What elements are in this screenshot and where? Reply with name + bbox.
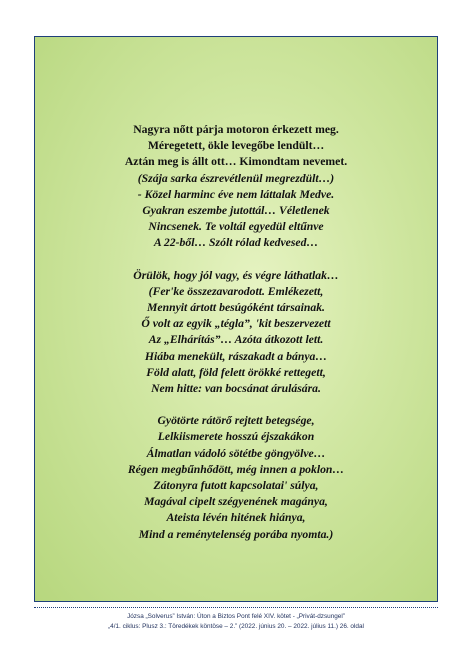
poem-line: (Fer'ke összezavarodott. Emlékezett,: [148, 284, 324, 298]
poem-line: (Szája sarka észrevétlenül megrezdült…): [137, 171, 335, 185]
poem-line: Nincsenek. Te voltál egyedül eltűnve: [148, 220, 324, 234]
poem-body: [34, 122, 438, 559]
poem-line: Nagyra nőtt párja motoron érkezett meg.: [133, 123, 339, 136]
poem-line: A 22-ből… Szólt rólad kedvesed…: [153, 236, 319, 250]
poem-line: Magával cipelt szégyenének magánya,: [144, 495, 328, 509]
poem-line: Zátonyra futott kapcsolatai' súlya,: [153, 479, 319, 493]
poem-line: Nem hitte: van bocsánat árulására.: [151, 382, 321, 396]
poem-line: Álmatlan vádoló sötétbe göngyölve…: [146, 446, 326, 460]
footer-divider: [34, 607, 438, 608]
poem-line: Gyötörte rátörő rejtett betegsége,: [157, 414, 315, 428]
poem-line: Föld alatt, föld felett örökké rettegett,: [146, 365, 326, 379]
poem-stanza: [34, 268, 438, 398]
poem-line: Ateista lévén hitének hiánya,: [166, 511, 306, 525]
poem-line: Gyakran eszembe jutottál… Véletlenek: [142, 204, 330, 218]
footer-cycle-info: „4/1. ciklus: Plusz 3.: Töredékek köntöse – 2.” (2022. június 20. – 2022. július 11.) 26. oldal: [108, 622, 364, 630]
poem-line: Régen megbűnhődött, még innen a poklon…: [127, 462, 345, 476]
page-footer: [34, 612, 438, 631]
poem-stanza: [34, 413, 438, 543]
poem-line: - Közel harminc éve nem láttalak Medve.: [137, 187, 335, 201]
footer-book-title: Józsa „Solverus” István: Úton a Biztos Pont felé XIV. kötet - „Privát-dzsungel”: [127, 613, 345, 620]
poem-line: Mind a reménytelenség porába nyomta.): [138, 527, 334, 541]
poem-line: Mennyit ártott besúgóként társainak.: [147, 301, 325, 315]
poem-line: Méregetett, ökle levegőbe lendült…: [147, 139, 325, 153]
poem-line: Hiába menekült, rászakadt a bánya…: [144, 349, 328, 363]
poem-line: Az „Elhárítás”… Azóta átkozott lett.: [148, 333, 324, 347]
poem-line: Aztán meg is állt ott… Kimondtam nevemet.: [124, 155, 348, 169]
poem-line: Ő volt az egyik „tégla”, 'kit beszervezett: [141, 317, 331, 331]
poem-line: Örülök, hogy jól vagy, és végre láthatlak…: [133, 268, 339, 282]
poem-line: Lelkiismerete hosszú éjszakákon: [157, 430, 315, 444]
poem-stanza: [34, 122, 438, 252]
